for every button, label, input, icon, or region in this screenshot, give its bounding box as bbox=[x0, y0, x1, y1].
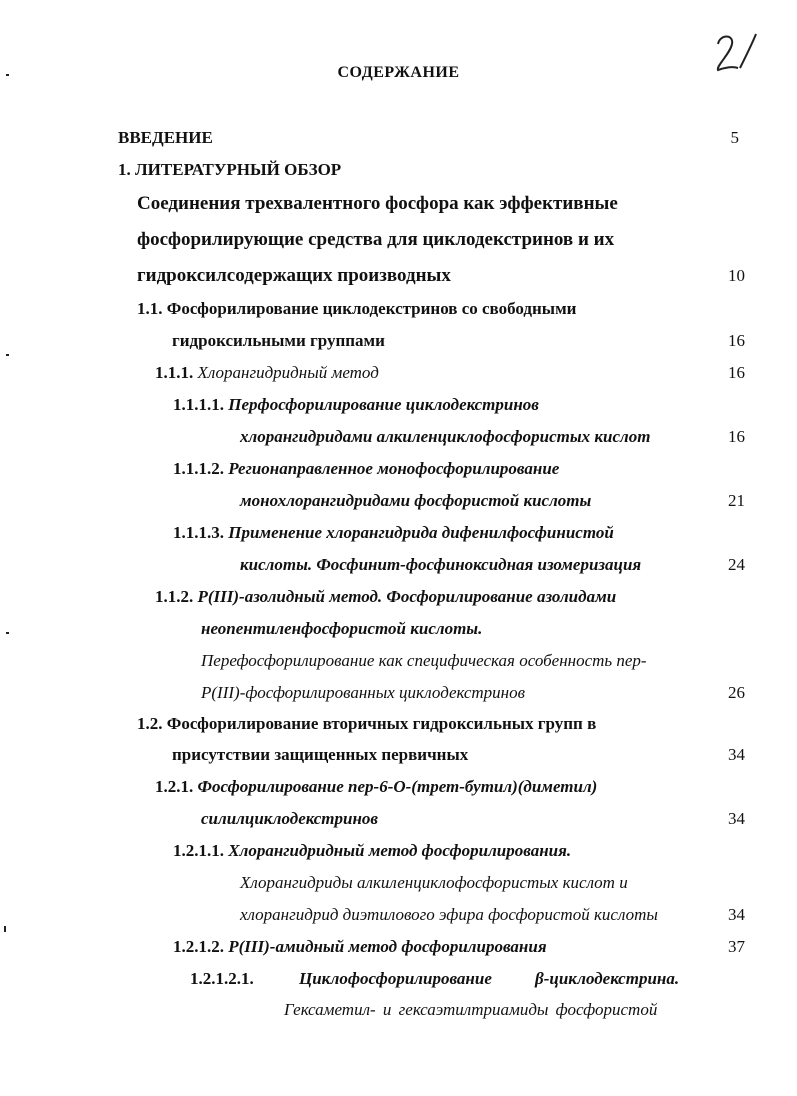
toc-entry-number: 1.1.1.2. bbox=[173, 459, 224, 478]
toc-page-number: 24 bbox=[728, 555, 745, 574]
toc-entry-number: 1.1.1.3. bbox=[173, 523, 224, 542]
toc-entry-subline: Р(III)-фосфорилированных циклодекстринов bbox=[201, 683, 525, 702]
toc-entry-number: 1.2.1.2. bbox=[173, 937, 224, 956]
page-title: СОДЕРЖАНИЕ bbox=[337, 64, 460, 81]
toc-page-number: 10 bbox=[728, 266, 745, 285]
toc-entry-subline: Гексаметил- и гексаэтилтриамиды фосфористой bbox=[284, 1000, 658, 1019]
toc-entry-line: фосфорилирующие средства для циклодекстринов и их bbox=[137, 229, 615, 250]
scan-speck bbox=[6, 632, 9, 634]
toc-entry-number: 1.2.1.2.1. bbox=[190, 969, 254, 988]
toc-entry-line: β-циклодекстрина. bbox=[535, 969, 680, 988]
toc-entry-line: 1.1. Фосфорилирование циклодекстринов со свободными bbox=[137, 299, 577, 318]
toc-entry-number: 1.1.2. bbox=[155, 587, 194, 606]
scan-speck bbox=[4, 926, 6, 932]
toc-entry-subline: хлорангидрид диэтилового эфира фосфористой кислоты bbox=[240, 905, 658, 924]
toc-entry-line: Регионаправленное монофосфорилирование bbox=[228, 459, 560, 478]
toc-entry-line: Р(III)-азолидный метод. Фосфорилирование азолидами bbox=[197, 587, 617, 606]
toc-entry-line: хлорангидридами алкиленциклофосфористых кислот bbox=[240, 427, 651, 446]
toc-entry-line: Хлорангидридный метод bbox=[197, 363, 379, 382]
toc-entry-number: 1.2.1. bbox=[155, 777, 194, 796]
toc-entry-line: 1.2. Фосфорилирование вторичных гидроксильных групп в bbox=[137, 714, 597, 733]
toc-entry-chapter-1: 1. ЛИТЕРАТУРНЫЙ ОБЗОР bbox=[118, 160, 342, 179]
toc-entry-line: Перфосфорилирование циклодекстринов bbox=[228, 395, 539, 414]
toc-page-number: 16 bbox=[728, 363, 745, 382]
toc-page-number: 21 bbox=[728, 491, 745, 510]
toc-entry-number: 1.2.1.1. bbox=[173, 841, 224, 860]
toc-entry-line: Применение хлорангидрида дифенилфосфинистой bbox=[228, 523, 614, 542]
toc-entry-line: кислоты. Фосфинит-фосфиноксидная изомеризация bbox=[240, 555, 642, 574]
toc-page-number: 34 bbox=[728, 745, 745, 764]
toc-entry-line: гидроксилсодержащих производных bbox=[137, 265, 451, 286]
toc-entry-line: гидроксильными группами bbox=[172, 331, 385, 350]
toc-entry-subline: Хлорангидриды алкиленциклофосфористых кислот и bbox=[240, 873, 628, 892]
toc-entry-line: Циклофосфорилирование bbox=[299, 969, 492, 988]
toc-page-number: 34 bbox=[728, 905, 745, 924]
toc-entry-intro: ВВЕДЕНИЕ bbox=[118, 128, 213, 147]
toc-entry-line: Соединения трехвалентного фосфора как эффективные bbox=[137, 193, 618, 214]
toc-page-number: 16 bbox=[728, 427, 745, 446]
toc-page-number: 34 bbox=[728, 809, 745, 828]
toc-entry-line: присутствии защищенных первичных bbox=[172, 745, 469, 764]
toc-page-number: 16 bbox=[728, 331, 745, 350]
toc-entry-number: 1.1.1.1. bbox=[173, 395, 224, 414]
toc-entry-line: монохлорангидридами фосфористой кислоты bbox=[240, 491, 592, 510]
toc-entry-line: неопентиленфосфористой кислоты. bbox=[201, 619, 483, 638]
toc-entry-subline: Перефосфорилирование как специфическая особенность пер- bbox=[201, 651, 647, 670]
toc-entry-line: Р(III)-амидный метод фосфорилирования bbox=[228, 937, 547, 956]
toc-page-number: 26 bbox=[728, 683, 745, 702]
toc-page-number: 5 bbox=[730, 128, 739, 147]
toc-entry-line: Фосфорилирование пер-6-О-(трет-бутил)(диметил) bbox=[197, 777, 598, 796]
toc-entry-line: силилциклодекстринов bbox=[201, 809, 378, 828]
scan-speck bbox=[6, 354, 9, 356]
toc-entry-number: 1.1.1. bbox=[155, 363, 194, 382]
toc-page-number: 37 bbox=[728, 937, 745, 956]
toc-entry-line: Хлорангидридный метод фосфорилирования. bbox=[228, 841, 572, 860]
